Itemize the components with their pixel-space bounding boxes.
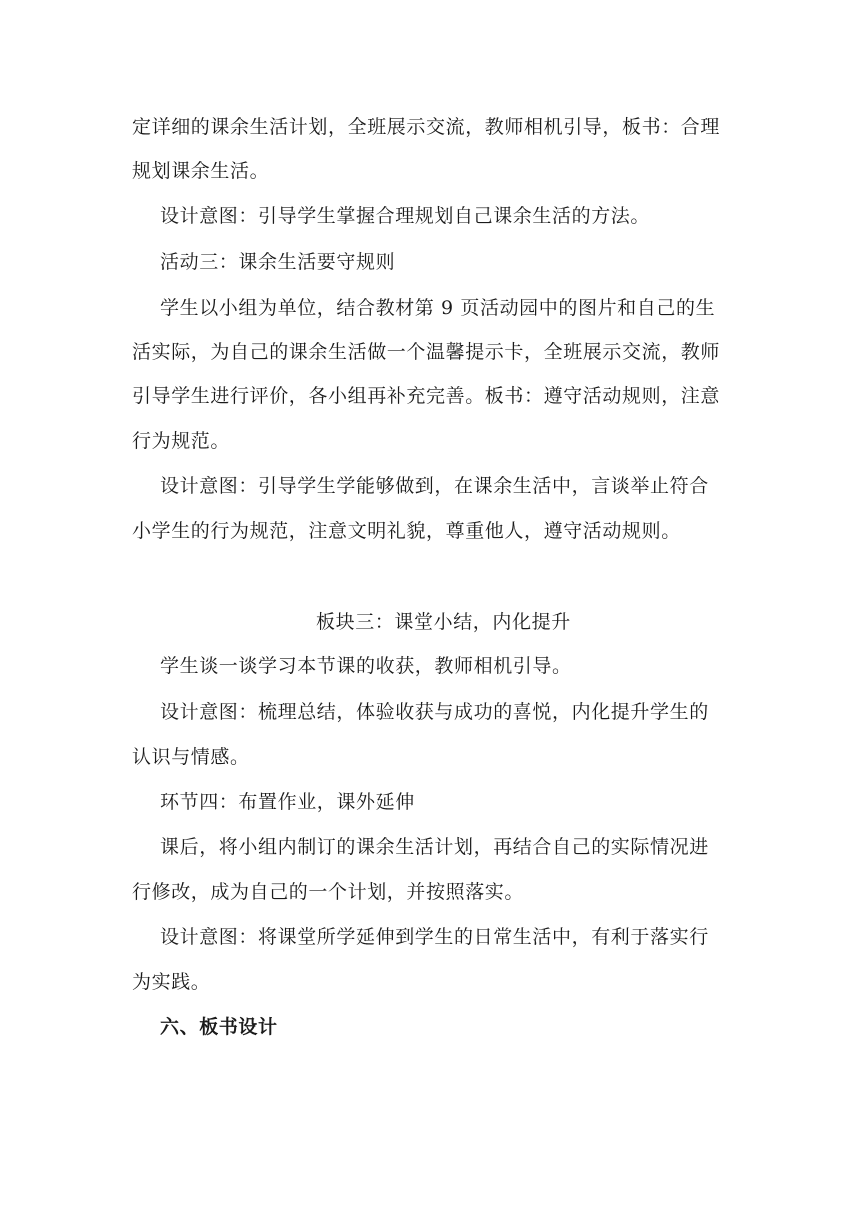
paragraph-line: 小学生的行为规范，注意文明礼貌，尊重他人，遵守活动规则。 bbox=[132, 520, 681, 542]
paragraph-line: 定详细的课余生活计划，全班展示交流，教师相机引导，板书：合理 bbox=[132, 116, 721, 138]
paragraph-line: 行修改，成为自己的一个计划，并按照落实。 bbox=[132, 881, 525, 903]
paragraph-line: 行为规范。 bbox=[132, 430, 231, 452]
design-intent-line: 设计意图：梳理总结，体验收获与成功的喜悦，内化提升学生的 bbox=[160, 701, 709, 723]
paragraph-line: 规划课余生活。 bbox=[132, 160, 270, 182]
step-heading: 环节四：布置作业，课外延伸 bbox=[160, 791, 415, 813]
paragraph-line: 活实际，为自己的课余生活做一个温馨提示卡，全班展示交流，教师 bbox=[132, 341, 721, 363]
section-heading: 板块三：课堂小结，内化提升 bbox=[316, 611, 571, 633]
paragraph-line: 学生谈一谈学习本节课的收获，教师相机引导。 bbox=[160, 655, 572, 677]
design-intent-line: 设计意图：将课堂所学延伸到学生的日常生活中，有利于落实行 bbox=[160, 926, 709, 948]
activity-heading: 活动三：课余生活要守规则 bbox=[160, 251, 396, 273]
board-design-heading: 六、板书设计 bbox=[160, 1016, 278, 1038]
paragraph-line: 为实践。 bbox=[132, 971, 211, 993]
design-intent-line: 设计意图：引导学生学能够做到，在课余生活中，言谈举止符合 bbox=[160, 475, 709, 497]
paragraph-line: 认识与情感。 bbox=[132, 746, 250, 768]
paragraph-line: 课后，将小组内制订的课余生活计划，再结合自己的实际情况进 bbox=[160, 836, 709, 858]
paragraph-line: 学生以小组为单位，结合教材第 9 页活动园中的图片和自己的生 bbox=[160, 297, 716, 319]
design-intent-line: 设计意图：引导学生掌握合理规划自己课余生活的方法。 bbox=[160, 205, 651, 227]
paragraph-line: 引导学生进行评价，各小组再补充完善。板书：遵守活动规则，注意 bbox=[132, 385, 721, 407]
